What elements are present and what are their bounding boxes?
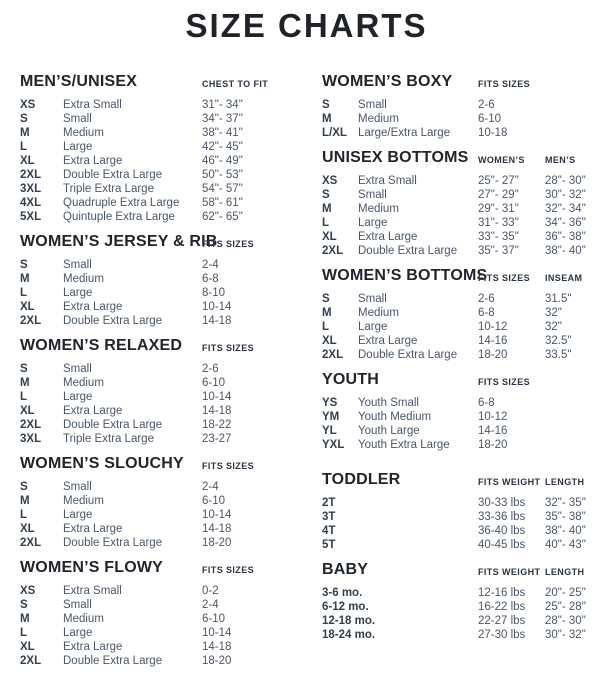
column-header: INSEAM bbox=[545, 273, 583, 283]
table-row bbox=[20, 376, 322, 390]
size-code: M bbox=[20, 127, 30, 139]
size-value: 32" bbox=[545, 307, 562, 319]
size-label: Double Extra Large bbox=[358, 349, 458, 361]
table-row bbox=[20, 126, 322, 140]
table-row bbox=[322, 424, 613, 438]
table-row bbox=[20, 272, 322, 286]
size-value: 31.5" bbox=[545, 293, 572, 305]
size-value: 33-36 lbs bbox=[478, 511, 526, 523]
size-label: Small bbox=[358, 293, 387, 305]
section-title: WOMEN’S RELAXED bbox=[20, 337, 183, 354]
size-label: Triple Extra Large bbox=[63, 183, 154, 195]
section-header bbox=[322, 370, 613, 390]
size-code: M bbox=[20, 495, 30, 507]
size-value: 32"- 34" bbox=[545, 203, 586, 215]
table-row bbox=[20, 522, 322, 536]
size-code: M bbox=[322, 113, 332, 125]
table-row bbox=[20, 612, 322, 626]
table-row bbox=[322, 244, 613, 258]
table-row bbox=[20, 210, 322, 224]
size-label: Large bbox=[358, 321, 388, 333]
size-value: 40"- 43" bbox=[545, 539, 586, 551]
section-title: BABY bbox=[322, 561, 369, 578]
size-table-womens-bottoms bbox=[322, 266, 613, 362]
size-value: 32" bbox=[545, 321, 562, 333]
size-code: XS bbox=[20, 99, 36, 111]
size-label: Medium bbox=[358, 113, 399, 125]
table-row bbox=[20, 112, 322, 126]
size-label: Youth Extra Large bbox=[358, 439, 450, 451]
table-row bbox=[322, 396, 613, 410]
size-code: 2XL bbox=[322, 245, 344, 257]
table-row bbox=[20, 154, 322, 168]
table-row bbox=[20, 654, 322, 668]
section-title: WOMEN’S JERSEY & RIB bbox=[20, 233, 218, 250]
table-row bbox=[322, 496, 613, 510]
column-header: FITS SIZES bbox=[202, 461, 255, 471]
size-code: L bbox=[322, 321, 330, 333]
size-label: Small bbox=[63, 481, 92, 493]
table-row bbox=[322, 126, 613, 140]
table-row bbox=[20, 640, 322, 654]
size-label: Extra Large bbox=[63, 641, 123, 653]
size-code: 2XL bbox=[20, 169, 42, 181]
size-value: 10-18 bbox=[478, 127, 508, 139]
size-code: 3T bbox=[322, 511, 336, 523]
size-value: 46"- 49" bbox=[202, 155, 243, 167]
size-value: 32"- 35" bbox=[545, 497, 586, 509]
right-column bbox=[322, 72, 613, 650]
size-table-youth bbox=[322, 370, 613, 452]
column-header: FITS SIZES bbox=[478, 79, 531, 89]
page-title: SIZE CHARTS bbox=[185, 7, 428, 44]
size-label: Small bbox=[358, 99, 387, 111]
size-code: L bbox=[20, 391, 28, 403]
size-code: XL bbox=[322, 231, 337, 243]
section-title: WOMEN’S FLOWY bbox=[20, 559, 164, 576]
size-code: 2XL bbox=[20, 419, 42, 431]
size-table-womens-boxy bbox=[322, 72, 613, 140]
size-code: L bbox=[20, 509, 28, 521]
table-row bbox=[322, 320, 613, 334]
size-value: 58"- 61" bbox=[202, 197, 243, 209]
table-row bbox=[322, 438, 613, 452]
size-value: 10-12 bbox=[478, 411, 508, 423]
size-label: Extra Large bbox=[63, 523, 123, 535]
size-label: Double Extra Large bbox=[63, 419, 163, 431]
size-value: 27"- 29" bbox=[478, 189, 519, 201]
size-value: 33.5" bbox=[545, 349, 572, 361]
section-title: WOMEN’S SLOUCHY bbox=[20, 455, 184, 472]
size-code: 5XL bbox=[20, 211, 42, 223]
size-table-toddler bbox=[322, 470, 613, 552]
size-label: Double Extra Large bbox=[358, 245, 458, 257]
size-value: 14-16 bbox=[478, 425, 508, 437]
table-row bbox=[322, 174, 613, 188]
size-label: Medium bbox=[63, 377, 104, 389]
size-label: Extra Small bbox=[63, 585, 122, 597]
size-value: 18-20 bbox=[478, 439, 508, 451]
size-label: Youth Medium bbox=[358, 411, 432, 423]
size-code: 2XL bbox=[20, 655, 42, 667]
size-table-mens-unisex bbox=[20, 72, 322, 224]
size-label: Medium bbox=[358, 203, 399, 215]
size-value: 2-6 bbox=[202, 363, 219, 375]
size-label: Youth Small bbox=[358, 397, 419, 409]
size-table-womens-slouchy bbox=[20, 454, 322, 550]
size-code: M bbox=[20, 377, 30, 389]
size-value: 6-10 bbox=[478, 113, 502, 125]
table-row bbox=[322, 188, 613, 202]
size-code: M bbox=[20, 613, 30, 625]
size-label: Quintuple Extra Large bbox=[63, 211, 175, 223]
size-value: 38"- 41" bbox=[202, 127, 243, 139]
section-title: UNISEX BOTTOMS bbox=[322, 149, 469, 166]
size-label: Extra Large bbox=[358, 335, 418, 347]
size-label: Large/Extra Large bbox=[358, 127, 451, 139]
table-row bbox=[322, 614, 613, 628]
size-value: 10-12 bbox=[478, 321, 508, 333]
size-code: 4XL bbox=[20, 197, 42, 209]
size-label: Medium bbox=[63, 613, 104, 625]
size-value: 14-18 bbox=[202, 405, 232, 417]
size-value: 34"- 36" bbox=[545, 217, 586, 229]
size-code: 4T bbox=[322, 525, 336, 537]
table-row bbox=[20, 480, 322, 494]
size-value: 31"- 33" bbox=[478, 217, 519, 229]
size-table-womens-relaxed bbox=[20, 336, 322, 446]
table-row bbox=[322, 216, 613, 230]
size-label: Large bbox=[63, 287, 93, 299]
size-value: 36"- 38" bbox=[545, 231, 586, 243]
size-label: Medium bbox=[358, 307, 399, 319]
table-row bbox=[322, 112, 613, 126]
size-code: YL bbox=[322, 425, 337, 437]
size-label: Triple Extra Large bbox=[63, 433, 154, 445]
table-row bbox=[322, 98, 613, 112]
section-header bbox=[20, 558, 322, 578]
column-header: LENGTH bbox=[545, 567, 585, 577]
size-code: S bbox=[20, 259, 28, 271]
size-code: 5T bbox=[322, 539, 336, 551]
size-value: 35"- 38" bbox=[545, 511, 586, 523]
size-value: 6-8 bbox=[202, 273, 219, 285]
table-row bbox=[322, 410, 613, 424]
section-title: MEN’S/UNISEX bbox=[20, 73, 138, 90]
size-code: XL bbox=[20, 523, 35, 535]
column-header: MEN’S bbox=[545, 155, 576, 165]
size-value: 28"- 30" bbox=[545, 175, 586, 187]
section-title: WOMEN’S BOTTOMS bbox=[322, 267, 488, 284]
column-header: FITS SIZES bbox=[202, 343, 255, 353]
size-value: 54"- 57" bbox=[202, 183, 243, 195]
table-row bbox=[20, 196, 322, 210]
size-code: 2XL bbox=[20, 537, 42, 549]
size-value: 16-22 lbs bbox=[478, 601, 526, 613]
size-value: 2-6 bbox=[478, 99, 495, 111]
size-value: 33"- 35" bbox=[478, 231, 519, 243]
table-row bbox=[20, 584, 322, 598]
size-value: 10-14 bbox=[202, 509, 232, 521]
size-code: 2T bbox=[322, 497, 336, 509]
size-value: 18-20 bbox=[202, 655, 232, 667]
table-row bbox=[20, 404, 322, 418]
size-value: 32.5" bbox=[545, 335, 572, 347]
size-value: 36-40 lbs bbox=[478, 525, 526, 537]
size-code: XL bbox=[20, 405, 35, 417]
charts-columns bbox=[0, 72, 613, 676]
size-code: S bbox=[20, 113, 28, 125]
size-value: 0-2 bbox=[202, 585, 219, 597]
table-row bbox=[20, 362, 322, 376]
size-label: Large bbox=[63, 509, 93, 521]
size-value: 14-16 bbox=[478, 335, 508, 347]
size-value: 2-4 bbox=[202, 259, 219, 271]
size-code: 6-12 mo. bbox=[322, 601, 369, 613]
size-code: S bbox=[322, 293, 330, 305]
size-code: S bbox=[20, 481, 28, 493]
section-header bbox=[322, 470, 613, 490]
size-value: 6-8 bbox=[478, 307, 495, 319]
size-label: Small bbox=[63, 363, 92, 375]
size-code: L/XL bbox=[322, 127, 347, 139]
table-row bbox=[322, 628, 613, 642]
size-value: 50"- 53" bbox=[202, 169, 243, 181]
size-label: Double Extra Large bbox=[63, 537, 163, 549]
size-table-womens-flowy bbox=[20, 558, 322, 668]
size-value: 42"- 45" bbox=[202, 141, 243, 153]
size-value: 8-10 bbox=[202, 287, 226, 299]
section-title: WOMEN’S BOXY bbox=[322, 73, 453, 90]
size-code: XL bbox=[20, 641, 35, 653]
size-label: Medium bbox=[63, 495, 104, 507]
table-row bbox=[20, 286, 322, 300]
size-code: 3-6 mo. bbox=[322, 587, 363, 599]
size-label: Double Extra Large bbox=[63, 315, 163, 327]
size-label: Extra Small bbox=[63, 99, 122, 111]
size-label: Youth Large bbox=[358, 425, 420, 437]
size-value: 10-14 bbox=[202, 301, 232, 313]
table-row bbox=[322, 600, 613, 614]
size-value: 25"- 27" bbox=[478, 175, 519, 187]
size-value: 10-14 bbox=[202, 627, 232, 639]
section-header bbox=[322, 148, 613, 168]
size-value: 38"- 40" bbox=[545, 245, 586, 257]
size-value: 18-20 bbox=[478, 349, 508, 361]
size-value: 14-18 bbox=[202, 523, 232, 535]
size-code: S bbox=[20, 599, 28, 611]
size-code: YXL bbox=[322, 439, 345, 451]
size-label: Extra Large bbox=[63, 405, 123, 417]
table-row bbox=[20, 536, 322, 550]
size-table-unisex-bottoms bbox=[322, 148, 613, 258]
size-value: 28"- 30" bbox=[545, 615, 586, 627]
size-value: 14-18 bbox=[202, 641, 232, 653]
column-header: FITS SIZES bbox=[202, 239, 255, 249]
column-header: WOMEN’S bbox=[478, 155, 525, 165]
table-row bbox=[322, 538, 613, 552]
size-value: 31"- 34" bbox=[202, 99, 243, 111]
table-row bbox=[20, 98, 322, 112]
size-label: Medium bbox=[63, 273, 104, 285]
size-code: 12-18 mo. bbox=[322, 615, 376, 627]
size-value: 6-10 bbox=[202, 613, 226, 625]
column-header: CHEST TO FIT bbox=[202, 79, 269, 89]
size-label: Small bbox=[358, 189, 387, 201]
size-value: 29"- 31" bbox=[478, 203, 519, 215]
table-row bbox=[20, 314, 322, 328]
size-value: 30"- 32" bbox=[545, 189, 586, 201]
size-code: 3XL bbox=[20, 183, 42, 195]
table-row bbox=[322, 510, 613, 524]
left-column bbox=[20, 72, 322, 676]
column-header: FITS SIZES bbox=[478, 377, 531, 387]
size-label: Small bbox=[63, 113, 92, 125]
size-code: YS bbox=[322, 397, 338, 409]
table-row bbox=[20, 140, 322, 154]
size-label: Extra Large bbox=[358, 231, 418, 243]
size-label: Quadruple Extra Large bbox=[63, 197, 180, 209]
table-row bbox=[20, 598, 322, 612]
size-value: 2-4 bbox=[202, 599, 219, 611]
column-header: FITS WEIGHT bbox=[478, 567, 541, 577]
size-code: S bbox=[322, 189, 330, 201]
size-value: 40-45 lbs bbox=[478, 539, 526, 551]
size-label: Extra Large bbox=[63, 301, 123, 313]
size-value: 27-30 lbs bbox=[478, 629, 526, 641]
section-header bbox=[322, 560, 613, 580]
table-row bbox=[322, 230, 613, 244]
size-value: 38"- 40" bbox=[545, 525, 586, 537]
size-value: 6-8 bbox=[478, 397, 495, 409]
size-label: Large bbox=[63, 627, 93, 639]
table-row bbox=[322, 292, 613, 306]
table-row bbox=[322, 524, 613, 538]
size-value: 14-18 bbox=[202, 315, 232, 327]
column-header: FITS SIZES bbox=[202, 565, 255, 575]
table-row bbox=[20, 494, 322, 508]
table-row bbox=[20, 626, 322, 640]
size-code: L bbox=[20, 141, 28, 153]
size-label: Extra Large bbox=[63, 155, 123, 167]
section-header bbox=[20, 336, 322, 356]
size-code: S bbox=[20, 363, 28, 375]
size-value: 10-14 bbox=[202, 391, 232, 403]
size-value: 18-20 bbox=[202, 537, 232, 549]
size-code: 2XL bbox=[20, 315, 42, 327]
size-label: Small bbox=[63, 259, 92, 271]
size-label: Double Extra Large bbox=[63, 655, 163, 667]
column-header: FITS WEIGHT bbox=[478, 477, 541, 487]
size-code: M bbox=[322, 307, 332, 319]
size-code: XS bbox=[322, 175, 338, 187]
table-row bbox=[322, 306, 613, 320]
size-code: XL bbox=[20, 155, 35, 167]
size-value: 2-4 bbox=[202, 481, 219, 493]
section-title: YOUTH bbox=[322, 371, 379, 388]
size-label: Large bbox=[63, 391, 93, 403]
table-row bbox=[20, 390, 322, 404]
section-header bbox=[20, 232, 322, 252]
size-code: YM bbox=[322, 411, 340, 423]
table-row bbox=[20, 168, 322, 182]
size-label: Double Extra Large bbox=[63, 169, 163, 181]
section-header bbox=[20, 72, 322, 92]
size-code: M bbox=[20, 273, 30, 285]
size-value: 20"- 25" bbox=[545, 587, 586, 599]
section-title: TODDLER bbox=[322, 471, 401, 488]
size-value: 22-27 lbs bbox=[478, 615, 526, 627]
table-row bbox=[20, 508, 322, 522]
size-label: Small bbox=[63, 599, 92, 611]
size-value: 12-16 lbs bbox=[478, 587, 526, 599]
size-label: Large bbox=[63, 141, 93, 153]
size-value: 30"- 32" bbox=[545, 629, 586, 641]
size-value: 6-10 bbox=[202, 495, 226, 507]
section-header bbox=[322, 72, 613, 92]
size-label: Medium bbox=[63, 127, 104, 139]
table-row bbox=[20, 300, 322, 314]
size-code: XL bbox=[20, 301, 35, 313]
size-code: L bbox=[20, 287, 28, 299]
size-table-womens-jersey-rib bbox=[20, 232, 322, 328]
table-row bbox=[20, 432, 322, 446]
size-code: XL bbox=[322, 335, 337, 347]
table-row bbox=[20, 418, 322, 432]
table-row bbox=[322, 202, 613, 216]
table-row bbox=[322, 348, 613, 362]
size-code: 2XL bbox=[322, 349, 344, 361]
size-code: M bbox=[322, 203, 332, 215]
size-table-baby bbox=[322, 560, 613, 642]
table-row bbox=[20, 258, 322, 272]
size-value: 62"- 65" bbox=[202, 211, 243, 223]
section-header bbox=[322, 266, 613, 286]
size-value: 34"- 37" bbox=[202, 113, 243, 125]
size-value: 23-27 bbox=[202, 433, 232, 445]
size-value: 25"- 28" bbox=[545, 601, 586, 613]
size-value: 30-33 lbs bbox=[478, 497, 526, 509]
size-code: 18-24 mo. bbox=[322, 629, 376, 641]
size-value: 35"- 37" bbox=[478, 245, 519, 257]
size-value: 18-22 bbox=[202, 419, 232, 431]
table-row bbox=[322, 586, 613, 600]
size-code: 3XL bbox=[20, 433, 42, 445]
section-header bbox=[20, 454, 322, 474]
size-code: L bbox=[20, 627, 28, 639]
column-header: LENGTH bbox=[545, 477, 585, 487]
size-code: S bbox=[322, 99, 330, 111]
size-label: Large bbox=[358, 217, 388, 229]
size-code: L bbox=[322, 217, 330, 229]
column-header: FITS SIZES bbox=[478, 273, 531, 283]
table-row bbox=[20, 182, 322, 196]
size-code: XS bbox=[20, 585, 36, 597]
size-label: Extra Small bbox=[358, 175, 417, 187]
size-value: 6-10 bbox=[202, 377, 226, 389]
table-row bbox=[322, 334, 613, 348]
size-value: 2-6 bbox=[478, 293, 495, 305]
